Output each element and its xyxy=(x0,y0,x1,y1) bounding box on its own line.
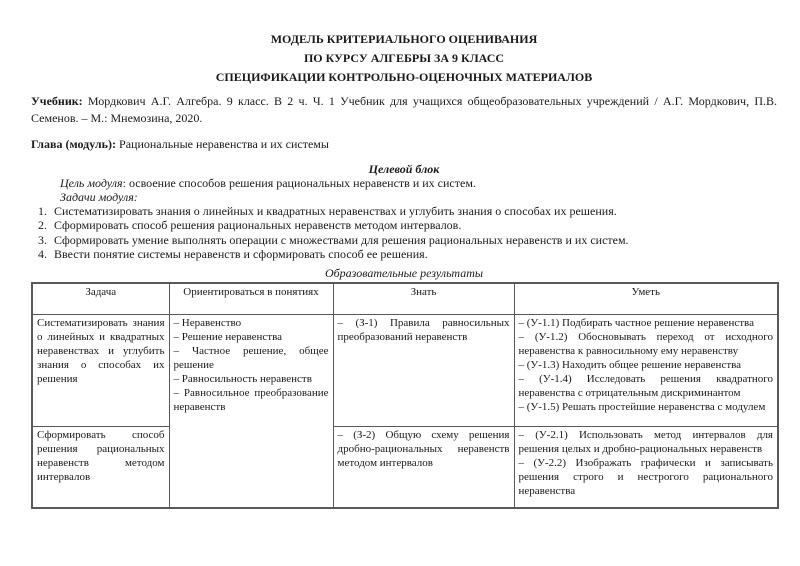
table-header-row xyxy=(32,283,778,315)
textbook-text: Мордкович А.Г. Алгебра. 9 класс. В 2 ч. Ч. 1 Учебник для учащихся общеобразовательных учреждений / А.Г. Мордкович, П.В. Семенов. – М.: Мнемозина, 2020. xyxy=(31,94,777,125)
col-header-know: Знать xyxy=(333,283,514,315)
able-item: – (У-1.4) Исследовать решения квадратного неравенства с отрицательным дискриминантом xyxy=(518,373,773,400)
able-item: – (У-2.2) Изображать графически и записывать решения строго и нестрогого рационального неравенства xyxy=(518,457,773,498)
chapter-text: Рациональные неравенства и их системы xyxy=(116,137,329,151)
able-item: – (У-1.3) Находить общее решение неравенства xyxy=(518,359,742,372)
able-item: – (У-1.1) Подбирать частное решение неравенства xyxy=(518,317,754,330)
list-item-text: Сформировать способ решения рациональных неравенств методом интервалов. xyxy=(54,218,462,233)
able-item: – (У-1.5) Решать простейшие неравенства с модулем xyxy=(518,401,766,414)
col-header-concepts: Ориентироваться в понятиях xyxy=(169,283,333,315)
cell-concepts xyxy=(169,315,333,508)
concept-item: – Равносильное преобразование неравенств xyxy=(173,387,329,414)
table-row xyxy=(32,427,778,508)
task-text: Систематизировать знания о линейных и квадратных неравенствах и углубить знания о способах их решения xyxy=(37,317,165,386)
module-goal-label: Цель модуля xyxy=(60,176,123,190)
module-tasks-label-text: Задачи модуля: xyxy=(60,190,138,204)
list-item-number: 2. xyxy=(38,218,47,233)
module-goal-paragraph xyxy=(31,176,777,190)
chapter-label: Глава (модуль): xyxy=(31,137,117,151)
able-item: – (У-2.1) Использовать метод интервалов для решения целых и дробно-рациональных неравенств xyxy=(518,429,773,456)
list-item-text: Сформировать умение выполнять операции с множествами для решения рациональных неравенств и их систем. xyxy=(54,232,629,247)
chapter-paragraph xyxy=(31,136,777,153)
concept-item: – Равносильность неравенств xyxy=(173,373,312,386)
cell-able-1 xyxy=(514,315,778,427)
list-item xyxy=(31,233,777,247)
cell-task-2 xyxy=(32,427,169,508)
module-tasks-label xyxy=(31,190,777,204)
cell-task-1 xyxy=(32,315,169,427)
list-item-text: Систематизировать знания о линейных и квадратных неравенствах и углубить знания о способах их решения. xyxy=(54,204,617,218)
results-table xyxy=(31,282,779,509)
list-item-number: 1. xyxy=(38,204,47,218)
textbook-paragraph xyxy=(31,93,777,127)
task-text: Сформировать способ решения рациональных неравенств методом интервалов xyxy=(37,429,165,484)
know-item: – (З-1) Правила равносильных преобразований неравенств xyxy=(337,317,510,344)
list-item-number: 4. xyxy=(38,246,47,261)
doc-title-line-3: СПЕЦИФИКАЦИИ КОНТРОЛЬНО-ОЦЕНОЧНЫХ МАТЕРИАЛОВ xyxy=(215,70,593,84)
know-item: – (З-2) Общую схему решения дробно-рациональных неравенств методом интервалов xyxy=(337,429,510,470)
doc-title-line-2: ПО КУРСУ АЛГЕБРЫ ЗА 9 КЛАСС xyxy=(303,51,505,65)
results-heading: Образовательные результаты xyxy=(324,266,484,281)
able-item: – (У-1.2) Обосновывать переход от исходного неравенства к равносильному ему неравенству xyxy=(518,331,773,358)
textbook-label: Учебник: xyxy=(31,94,83,108)
col-header-task: Задача xyxy=(32,283,169,315)
concept-item: – Неравенство xyxy=(173,317,242,330)
cell-able-2 xyxy=(514,427,778,508)
col-header-able: Уметь xyxy=(514,283,778,315)
list-item xyxy=(31,247,777,261)
target-block-heading: Целевой блок xyxy=(368,162,440,176)
concept-item: – Решение неравенства xyxy=(173,331,283,344)
cell-know-2 xyxy=(333,427,514,508)
doc-title-line-1: МОДЕЛЬ КРИТЕРИАЛЬНОГО ОЦЕНИВАНИЯ xyxy=(270,32,538,46)
list-item xyxy=(31,204,777,218)
concept-item: – Частное решение, общее решение xyxy=(173,345,329,372)
module-goal-text: : освоение способов решения рациональных неравенств и их систем. xyxy=(122,176,476,190)
list-item-text: Ввести понятие системы неравенств и сформировать способ ее решения. xyxy=(54,246,428,261)
list-item xyxy=(31,218,777,232)
cell-know-1 xyxy=(333,315,514,427)
table-row xyxy=(32,315,778,427)
list-item-number: 3. xyxy=(38,232,47,247)
